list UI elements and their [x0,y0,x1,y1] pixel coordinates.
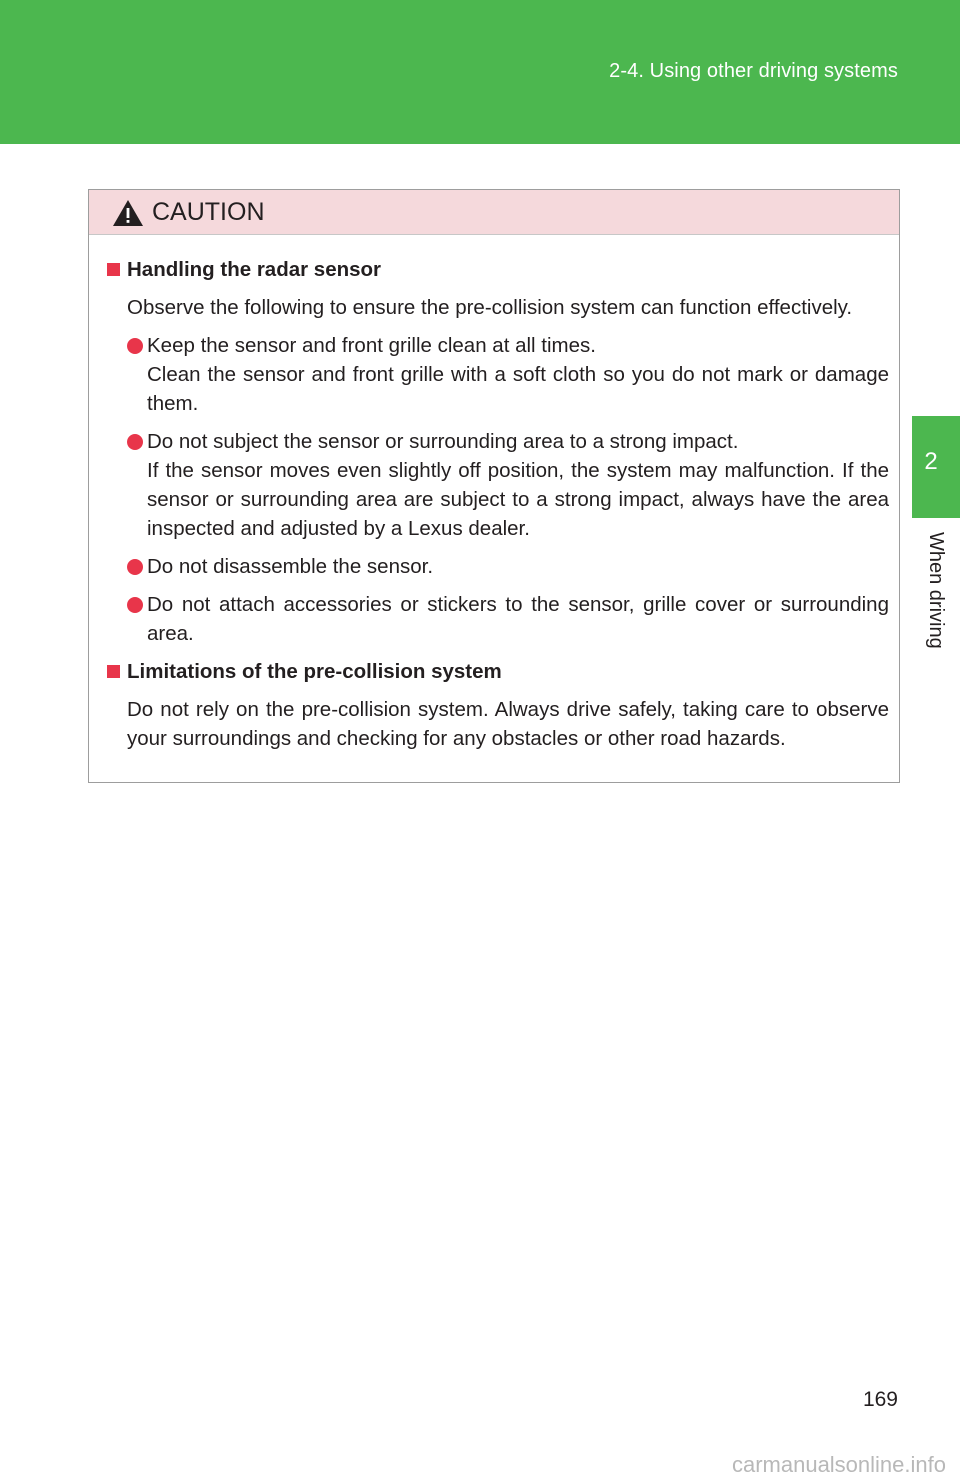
round-bullet-icon [127,597,143,613]
section-heading-text: Handling the radar sensor [127,258,382,281]
list-item [99,590,889,648]
section-heading [107,657,889,686]
round-bullet-icon [127,338,143,354]
section-text: Do not rely on the pre-collision system. Always drive safely, taking care to observe your surroundings and checking for any obstacles or other road hazards. [127,698,889,750]
chapter-tab [912,416,960,518]
round-bullet-icon [127,559,143,575]
watermark: carmanualsonline.info [731,1452,946,1477]
list-item-lead: Keep the sensor and front grille clean at all times. [147,334,596,357]
square-bullet-icon [107,263,120,276]
list-item-detail: Clean the sensor and front grille with a soft cloth so you do not mark or damage them. [147,363,889,415]
caution-title: CAUTION [152,198,265,226]
square-bullet-icon [107,665,120,678]
chapter-number: 2 [924,448,938,475]
section-intro: Observe the following to ensure the pre-collision system can function effectively. [127,296,853,319]
warning-triangle-icon [112,199,144,227]
list-item-lead: Do not disassemble the sensor. [147,555,434,578]
page-number: 169 [862,1388,898,1411]
list-item-lead: Do not attach accessories or stickers to the sensor, grille cover or surrounding area. [147,593,889,645]
caution-box [88,189,900,783]
round-bullet-icon [127,434,143,450]
caution-header [89,190,899,235]
chapter-label: When driving [925,532,947,649]
list-item [99,427,889,543]
list-item-lead: Do not subject the sensor or surrounding area to a strong impact. [147,430,739,453]
list-item-detail: If the sensor moves even slightly off position, the system may malfunction. If the sensor or surrounding area are subject to a strong impact, always have the area inspected and adjusted by a Lexus dealer. [147,459,889,540]
list-item [99,331,889,418]
section-title: 2-4. Using other driving systems [609,60,898,82]
section-heading [107,255,889,284]
page-header [0,0,960,144]
section-heading-text: Limitations of the pre-collision system [127,660,502,683]
caution-body [89,235,899,753]
list-item [99,552,889,581]
